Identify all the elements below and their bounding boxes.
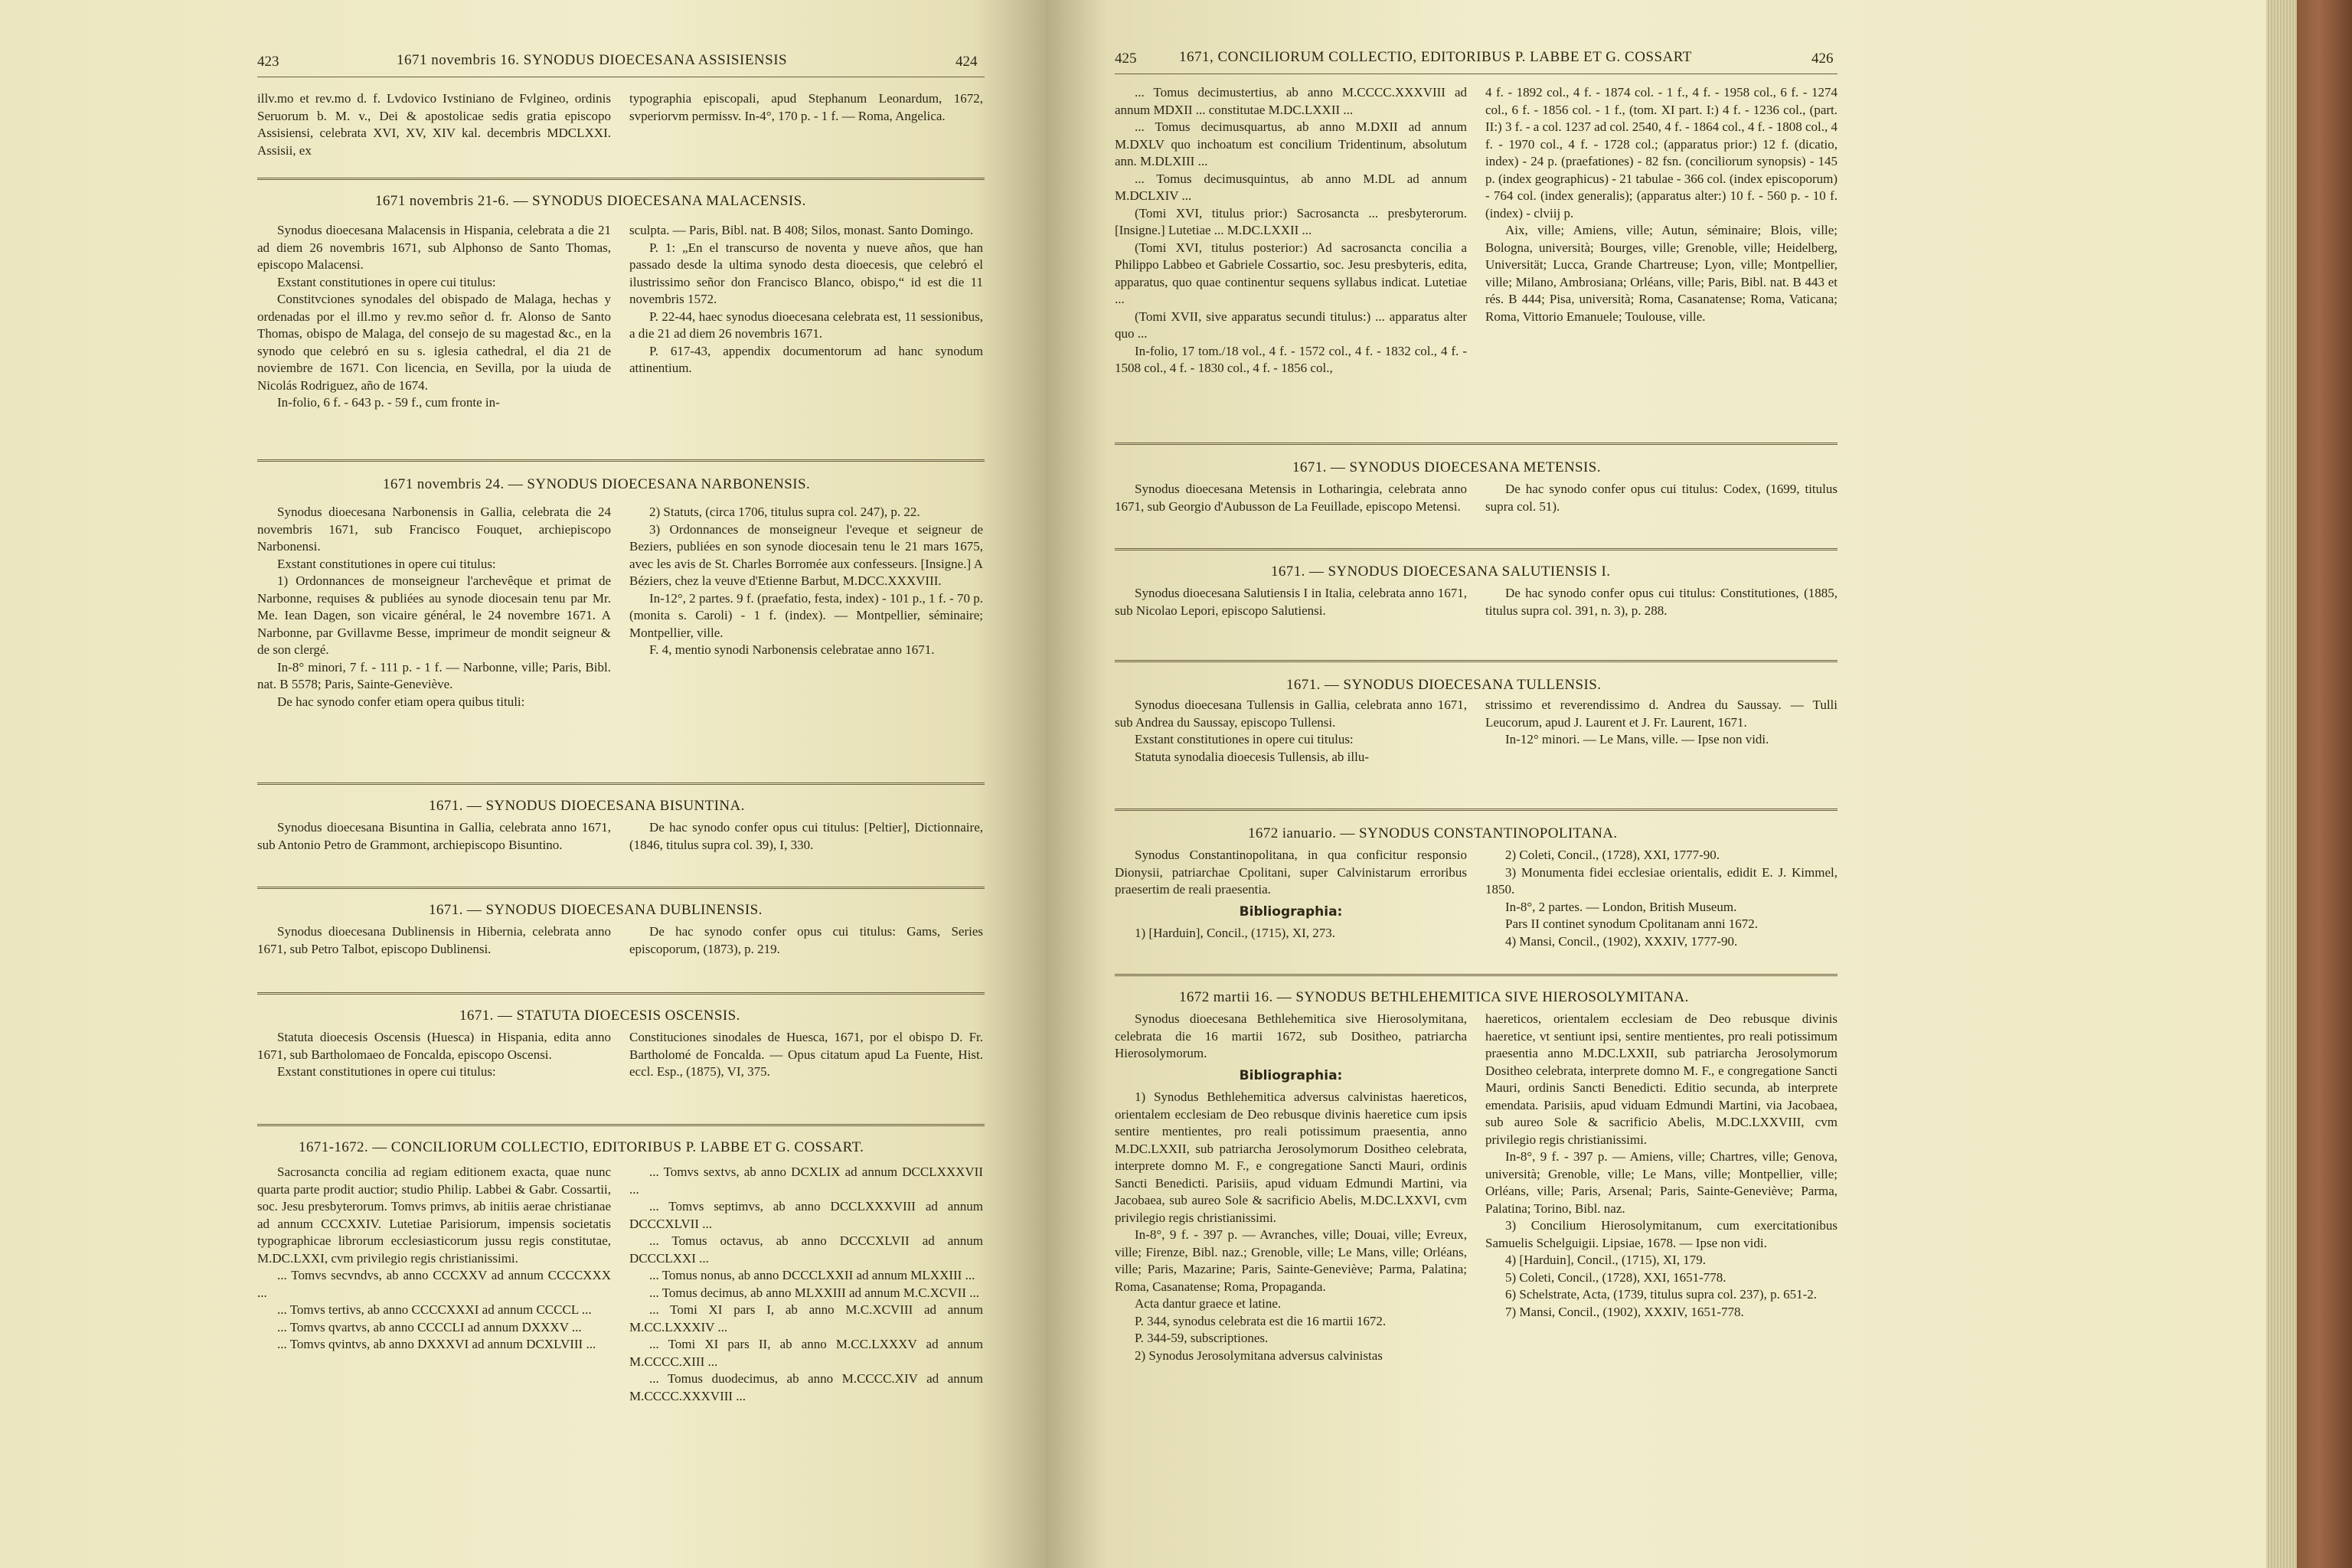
section-divider	[1115, 548, 1838, 550]
section-title-tullensis: 1671. — SYNODUS DIOECESANA TULLENSIS.	[1286, 677, 1602, 693]
paragraph: ... Tomi XI pars I, ab anno M.C.XCVIII ad annum M.CC.LXXXIV ...	[629, 1302, 983, 1334]
paragraph: F. 4, mentio synodi Narbonensis celebratae anno 1671.	[649, 642, 935, 657]
paragraph: 1) Ordonnances de monseigneur l'archevêque et primat de Narbonne, requises & publiées au synode diocesain tenu par Mr. Me. Iean Dagen, son vicaire général, le 24 novembre 1671. A Narbonne, par Gvillavme Besse, imprimeur de mondit seigneur & de son clergé.	[257, 573, 611, 657]
paragraph: Synodus dioecesana Malacensis in Hispania, celebrata a die 21 ad diem 26 novembris 1671, sub Alphonso de Santo Thomas, episcopo Malacensi.	[257, 223, 611, 272]
assisiensis-right	[629, 90, 983, 125]
paragraph: P. 22-44, haec synodus dioecesana celebrata est, 11 sessionibus, a die 21 ad diem 26 novembris 1671.	[629, 309, 983, 341]
paragraph: Pars II continet synodum Cpolitanam anni 1672.	[1505, 916, 1759, 931]
labbe-right	[629, 1164, 983, 1405]
paragraph: Synodus dioecesana Dublinensis in Hibernia, celebrata anno 1671, sub Petro Talbot, episcopo Dublinensi.	[257, 924, 611, 956]
paragraph: ... Tomus duodecimus, ab anno M.CCCC.XIV ad annum M.CCCC.XXXVIII ...	[629, 1371, 983, 1403]
paragraph: Synodus Constantinopolitana, in qua conficitur responsio Dionysii, patriarchae Cpolitani, super Calvinistarum erroribus praesertim de reali praesentia.	[1115, 848, 1467, 897]
paragraph: 3) Ordonnances de monseigneur l'eveque et seigneur de Beziers, publiées en son synode diocesain tenu le 21 mars 1675, avec les avis de St. Charles Borromée aux confesseurs. [Insigne.] A Béziers, chez la veuve d'Etienne Barbut, M.DCC.XXXVIII.	[629, 521, 983, 588]
paragraph: (Tomi XVII, sive apparatus secundi titulus:) ... apparatus alter quo ...	[1115, 309, 1467, 341]
paragraph: De hac synodo confer opus cui titulus: Gams, Series episcoporum, (1873), p. 219.	[629, 924, 983, 956]
paragraph: 7) Mansi, Concil., (1902), XXXIV, 1651-778.	[1505, 1304, 1744, 1319]
paragraph: ... Tomvs septimvs, ab anno DCCLXXXVIII ad annum DCCCXLVII ...	[629, 1199, 983, 1231]
paragraph: Exstant constitutiones in opere cui titulus:	[277, 274, 496, 289]
narbonensis-left	[257, 504, 611, 710]
paragraph: Exstant constitutiones in opere cui titulus:	[1135, 732, 1354, 746]
paragraph: In-8°, 9 f. - 397 p. — Amiens, ville; Chartres, ville; Genova, università; Grenoble, ville; Le Mans, ville; Montpellier, ville; Orléans, ville; Paris, Arsenal; Paris, Sainte-Geneviève; Parma, Palatina; Torino, Bibl. naz.	[1485, 1149, 1838, 1216]
section-divider	[1115, 808, 1838, 811]
paragraph: 3) Concilium Hierosolymitanum, cum exercitationibus Samuelis Schelguigii. Lipsiae, 1678. — Ipse non vidi.	[1485, 1218, 1838, 1250]
paragraph: ... Tomus nonus, ab anno DCCCLXXII ad annum MLXXIII ...	[649, 1268, 975, 1282]
paragraph: De hac synodo confer opus cui titulus: [Peltier], Dictionnaire, (1846, titulus supra col. 39), I, 330.	[629, 820, 983, 852]
section-title-bethlehemitica: 1672 martii 16. — SYNODUS BETHLEHEMITICA SIVE HIEROSOLYMITANA.	[1179, 989, 1689, 1005]
paragraph: 1) Synodus Bethlehemitica adversus calvinistas haereticos, orientalem ecclesiam de Deo rebusque divinis haeretice cum ipsis sentire mentientes, pro reali potissimum praesentia, anno M.DC.LXXII, sub patriarcha Jerosolymorum Dositheo celebrata, interprete domno M. F., e congregatione Sancti Mauri, ordinis Sancti Benedicti. Parisiis, apud viduam Edmundi Martini, via Jacobaea, sub aureo Sole & sacrificio Abelis, M.DC.LXXVI, cvm privilegio regis christianissimi.	[1115, 1089, 1467, 1225]
page-edges	[2266, 0, 2297, 1568]
section-title-salutiensis: 1671. — SYNODUS DIOECESANA SALUTIENSIS I.	[1271, 564, 1611, 580]
assisiensis-text-right: typographia episcopali, apud Stephanum Leonardum, 1672, svperiorvm permissv. In-4°, 170 p. - 1 f. — Roma, Angelica.	[629, 91, 983, 123]
paragraph: Sacrosancta concilia ad regiam editionem exacta, quae nunc quarta parte prodit auctior; studio Philip. Labbei & Gabr. Cossartii, soc. Jesu presbyterorum. Tomvs primvs, ab initiis aerae christianae ad annum CCCXXIV. Lutetiae Parisiorum, impensis societatis typographicae librorum ecclesiasticorum jussu regis constitutae, M.DC.LXXI, cvm privilegio regis christianissimi.	[257, 1165, 611, 1266]
section-divider	[257, 459, 985, 462]
paragraph: Synodus dioecesana Narbonensis in Gallia, celebrata die 24 novembris 1671, sub Francisco Fouquet, archiepiscopo Narbonensi.	[257, 505, 611, 554]
bisuntina-right	[629, 819, 983, 854]
paragraph: ... Tomvs tertivs, ab anno CCCCXXXI ad annum CCCCL ...	[277, 1302, 592, 1317]
salutiensis-left	[1115, 585, 1467, 619]
section-title-bisuntina: 1671. — SYNODUS DIOECESANA BISUNTINA.	[429, 798, 745, 814]
paragraph: ... Tomvs sextvs, ab anno DCXLIX ad annum DCCLXXXVII ...	[629, 1165, 983, 1197]
paragraph: 4 f. - 1892 col., 4 f. - 1874 col. - 1 f., 4 f. - 1958 col., 6 f. - 1274 col., 6 f. - 1856 col. - 1 f., (tom. XI part. I:) 4 f. - 1236 col., (part. II:) 3 f. - a col. 1237 ad col. 2540, 4 f. - 1864 col., 4 f. - 1808 col., 4 f. - 1970 col., 4 f. - 1728 col.; (apparatus prior:) 12 f. (dicatio, index) - 24 p. (praefationes) - 82 fsn. (conciliorum synopsis) - 145 p. (index geographicus) - 21 tabulae - 366 col. (index episcoporum) - 764 col. (index generalis); (apparatus alter:) 10 f. - 560 p. - 10 f. (index) - clviij p.	[1485, 85, 1838, 220]
section-title-dublinensis: 1671. — SYNODUS DIOECESANA DUBLINENSIS.	[429, 902, 763, 918]
section-title-constantinopolitana: 1672 ianuario. — SYNODUS CONSTANTINOPOLITANA.	[1248, 825, 1618, 841]
paragraph: (Tomi XVI, titulus posterior:) Ad sacrosancta concilia a Philippo Labbeo et Gabriele Cossartio, soc. Jesu presbyteris, edita, apparatus, quo quae continentur sequens syllabus indicat. Lutetiae ...	[1115, 240, 1467, 306]
paragraph: ... Tomvs qvintvs, ab anno DXXXVI ad annum DCXLVIII ...	[277, 1337, 596, 1351]
paragraph: ... Tomus decimustertius, ab anno M.CCCC.XXXVIII ad annum MDXII ... constitutae M.DC.LXXII ...	[1115, 85, 1467, 117]
section-divider	[257, 782, 985, 785]
paragraph: Statuta synodalia dioecesis Tullensis, ab illu-	[1135, 749, 1369, 764]
assisiensis-left	[257, 90, 611, 159]
section-divider	[1115, 974, 1838, 976]
column-number-left: 425	[1115, 51, 1137, 67]
constantinopolitana-right	[1485, 847, 1838, 950]
paragraph: In-12°, 2 partes. 9 f. (praefatio, festa, index) - 101 p., 1 f. - 70 p. (monita s. Caroli) - 1 f. (index). — Montpellier, séminaire; Montpellier, ville.	[629, 590, 983, 640]
paragraph: 2) Coleti, Concil., (1728), XXI, 1777-90.	[1505, 848, 1720, 862]
assisiensis-text-left: illv.mo et rev.mo d. f. Lvdovico Ivstiniano de Fvlgineo, ordinis Seruorum b. M. v., Dei & apostolicae sedis gratia episcopo Assisiensi, celebrata XVI, XV, XIV kal. decembris MDCLXXI. Assisii, ex	[257, 91, 611, 158]
paragraph: 4) [Harduin], Concil., (1715), XI, 179.	[1505, 1253, 1707, 1267]
paragraph: (Tomi XVI, titulus prior:) Sacrosancta ... presbyterorum. [Insigne.] Lutetiae ... M.DC.LXXII ...	[1115, 205, 1467, 237]
section-divider	[257, 992, 985, 995]
paragraph: P. 1: „En el transcurso de noventa y nueve años, que han passado desde la ultima synodo desta dioecesis, que celebró el ilustrissimo señor don Francisco Blanco, obispo,“ id est die 11 novembris 1572.	[629, 240, 983, 306]
section-divider	[257, 1124, 985, 1126]
salutiensis-right	[1485, 585, 1838, 619]
paragraph: sculpta. — Paris, Bibl. nat. B 408; Silos, monast. Santo Domingo.	[629, 223, 974, 237]
column-number-right: 424	[956, 54, 978, 70]
paragraph: Constituciones sinodales de Huesca, 1671, por el obispo D. Fr. Bartholomé de Foncalda. — Opus citatum apud La Fuente, Hist. eccl. Esp., (1875), VI, 375.	[629, 1030, 983, 1079]
oscensis-right	[629, 1029, 983, 1081]
paragraph: Constitvciones synodales del obispado de Malaga, hechas y ordenadas por el ill.mo y rev.mo señor d. fr. Alonso de Santo Thomas, obispo de Malaga, del consejo de su magestad &c., en la synodo que celebró en su s. iglesia cathedral, el dia 21 de noviembre de 1671. Con licencia, en Sevilla, por la uiuda de Nicolás Rodriguez, año de 1674.	[257, 292, 611, 393]
paragraph: Synodus dioecesana Bethlehemitica sive Hierosolymitana, celebrata die 16 martii 1672, sub Dositheo, patriarcha Hierosolymorum.	[1115, 1011, 1467, 1060]
section-divider	[1115, 660, 1838, 662]
bibliographia-heading: Bibliographia:	[1239, 1067, 1343, 1083]
metensis-left	[1115, 481, 1467, 515]
section-title-malacensis: 1671 novembris 21-6. — SYNODUS DIOECESANA MALACENSIS.	[375, 193, 806, 209]
labbe-cont-right	[1485, 84, 1838, 325]
paragraph: Statuta dioecesis Oscensis (Huesca) in Hispania, edita anno 1671, sub Bartholomaeo de Foncalda, episcopo Oscensi.	[257, 1030, 611, 1062]
dublinensis-right	[629, 923, 983, 958]
dublinensis-left	[257, 923, 611, 958]
book-cover	[2297, 0, 2352, 1568]
section-title-metensis: 1671. — SYNODUS DIOECESANA METENSIS.	[1292, 459, 1601, 475]
paragraph: ... Tomvs qvartvs, ab anno CCCCLI ad annum DXXXV ...	[277, 1319, 582, 1334]
paragraph: ... Tomus decimusquintus, ab anno M.DL ad annum M.DCLXIV ...	[1115, 171, 1467, 203]
paragraph: Acta dantur graece et latine.	[1135, 1296, 1282, 1311]
paragraph: In-8° minori, 7 f. - 111 p. - 1 f. — Narbonne, ville; Paris, Bibl. nat. B 5578; Paris, Sainte-Geneviève.	[257, 659, 611, 691]
paragraph: In-8°, 2 partes. — London, British Museum.	[1505, 899, 1737, 914]
section-divider	[257, 887, 985, 889]
paragraph: 2) Synodus Jerosolymitana adversus calvinistas	[1135, 1348, 1383, 1363]
paragraph: In-12° minori. — Le Mans, ville. — Ipse non vidi.	[1505, 732, 1769, 746]
paragraph: Aix, ville; Amiens, ville; Autun, séminaire; Blois, ville; Bologna, università; Bourges, ville; Grenoble, ville; Heidelberg, Universität; Lucca, Grande Chartreuse; Lyon, ville; Montpellier, ville; Milano, Ambrosiana; Orléans, ville; Paris, Bibl. nat. B 443 et rés. B 444; Pisa, università; Roma, Casanatense; Roma, Vaticana; Roma, Vittorio Emanuele; Toulouse, ville.	[1485, 223, 1838, 324]
paragraph: Synodus dioecesana Salutiensis I in Italia, celebrata anno 1671, sub Nicolao Lepori, episcopo Salutiensi.	[1115, 586, 1467, 618]
paragraph: 6) Schelstrate, Acta, (1739, titulus supra col. 237), p. 651-2.	[1505, 1287, 1817, 1302]
paragraph: De hac synodo confer opus cui titulus: Codex, (1699, titulus supra col. 51).	[1485, 482, 1838, 514]
bethlehemitica-left	[1115, 1011, 1467, 1364]
metensis-right	[1485, 481, 1838, 515]
paragraph: In-folio, 6 f. - 643 p. - 59 f., cum fronte in-	[277, 395, 500, 410]
running-head-right: 1671, CONCILIORUM COLLECTIO, EDITORIBUS P. LABBE ET G. COSSART	[1179, 49, 1692, 65]
paragraph: haereticos, orientalem ecclesiam de Deo rebusque divinis haeretice, vt sentiunt ipsi, sentire mentientes, pro reali potissimum praesentia anno M.DC.LXXII, sub patriarcha Jerosolymorum Dositheo celebrata, interprete domno M. F., e congregatione Sancti Mauri, ordinis Sancti Benedicti. Editio secunda, ab interprete emendata. Parisiis, apud viduam Edmundi Martini, via Jacobaea, sub aureo Sole & sacrificio Abelis, M.DC.LXXVIII, cvm privilegio regis christianissimi.	[1485, 1011, 1838, 1147]
paragraph: 4) Mansi, Concil., (1902), XXXIV, 1777-90.	[1505, 933, 1738, 949]
labbe-left	[257, 1164, 611, 1354]
running-head-left: 1671 novembris 16. SYNODUS DIOECESANA ASSISIENSIS	[397, 52, 788, 68]
paragraph: ... Tomvs secvndvs, ab anno CCCXXV ad annum CCCCXXX ...	[257, 1268, 611, 1300]
paragraph: ... Tomus decimus, ab anno MLXXIII ad annum M.C.XCVII ...	[649, 1285, 979, 1300]
paragraph: P. 344-59, subscriptiones.	[1135, 1331, 1269, 1345]
section-divider	[1115, 443, 1838, 445]
constantinopolitana-left	[1115, 847, 1467, 942]
malacensis-left	[257, 222, 611, 412]
paragraph: ... Tomus decimusquartus, ab anno M.DXII ad annum M.DXLV quo inchoatum est concilium Tridentinum, absolutum ann. M.DLXIII ...	[1115, 119, 1467, 168]
oscensis-left	[257, 1029, 611, 1081]
section-title-oscensis: 1671. — STATUTA DIOECESIS OSCENSIS.	[459, 1008, 740, 1024]
bibliographia-heading: Bibliographia:	[1239, 903, 1343, 920]
paragraph: 2) Statuts, (circa 1706, titulus supra col. 247), p. 22.	[649, 505, 920, 519]
paragraph: Synodus dioecesana Bisuntina in Gallia, celebrata anno 1671, sub Antonio Petro de Grammont, archiepiscopo Bisuntino.	[257, 820, 611, 852]
paragraph: 3) Monumenta fidei ecclesiae orientalis, edidit E. J. Kimmel, 1850.	[1485, 864, 1838, 897]
paragraph: 1) [Harduin], Concil., (1715), XI, 273.	[1135, 926, 1336, 940]
narbonensis-right	[629, 504, 983, 659]
labbe-cont-left	[1115, 84, 1467, 377]
malacensis-right	[629, 222, 983, 377]
tullensis-left	[1115, 697, 1467, 766]
paragraph: In-8°, 9 f. - 397 p. — Avranches, ville; Douai, ville; Evreux, ville; Firenze, Bibl. naz.; Grenoble, ville; Le Mans, ville; Orléans, ville; Paris, Mazarine; Paris, Sainte-Geneviève; Parma, Palatina; Roma, Casanatense; Roma, Propaganda.	[1115, 1227, 1467, 1294]
section-divider	[257, 178, 985, 180]
column-number-right: 426	[1811, 51, 1834, 67]
paragraph: Exstant constitutiones in opere cui titulus:	[277, 556, 496, 571]
bethlehemitica-right	[1485, 1011, 1838, 1321]
paragraph: De hac synodo confer etiam opera quibus tituli:	[277, 694, 525, 709]
section-title-labbe: 1671-1672. — CONCILIORUM COLLECTIO, EDITORIBUS P. LABBE ET G. COSSART.	[299, 1139, 864, 1155]
paragraph: strissimo et reverendissimo d. Andrea du Saussay. — Tulli Leucorum, apud J. Laurent et J. Fr. Laurent, 1671.	[1485, 697, 1838, 730]
paragraph: 5) Coleti, Concil., (1728), XXI, 1651-778.	[1505, 1269, 1726, 1285]
section-title-narbonensis: 1671 novembris 24. — SYNODUS DIOECESANA NARBONENSIS.	[383, 476, 811, 492]
paragraph: Synodus dioecesana Tullensis in Gallia, celebrata anno 1671, sub Andrea du Saussay, episcopo Tullensi.	[1115, 697, 1467, 730]
bisuntina-left	[257, 819, 611, 854]
paragraph: Exstant constitutiones in opere cui titulus:	[277, 1064, 496, 1079]
paragraph: P. 617-43, appendix documentorum ad hanc synodum attinentium.	[629, 343, 983, 375]
paragraph: P. 344, synodus celebrata est die 16 martii 1672.	[1135, 1313, 1387, 1328]
paragraph: De hac synodo confer opus cui titulus: Constitutiones, (1885, titulus supra col. 391, n. 3), p. 288.	[1485, 586, 1838, 618]
paragraph: Synodus dioecesana Metensis in Lotharingia, celebrata anno 1671, sub Georgio d'Aubusson de La Feuillade, episcopo Metensi.	[1115, 482, 1467, 514]
tullensis-right	[1485, 697, 1838, 749]
column-number-left: 423	[257, 54, 279, 70]
paragraph: ... Tomus octavus, ab anno DCCCXLVII ad annum DCCCLXXI ...	[629, 1233, 983, 1266]
paragraph: In-folio, 17 tom./18 vol., 4 f. - 1572 col., 4 f. - 1832 col., 4 f. - 1508 col., 4 f. - 1830 col., 4 f. - 1856 col.,	[1115, 343, 1467, 375]
paragraph: ... Tomi XI pars II, ab anno M.CC.LXXXV ad annum M.CCCC.XIII ...	[629, 1337, 983, 1369]
